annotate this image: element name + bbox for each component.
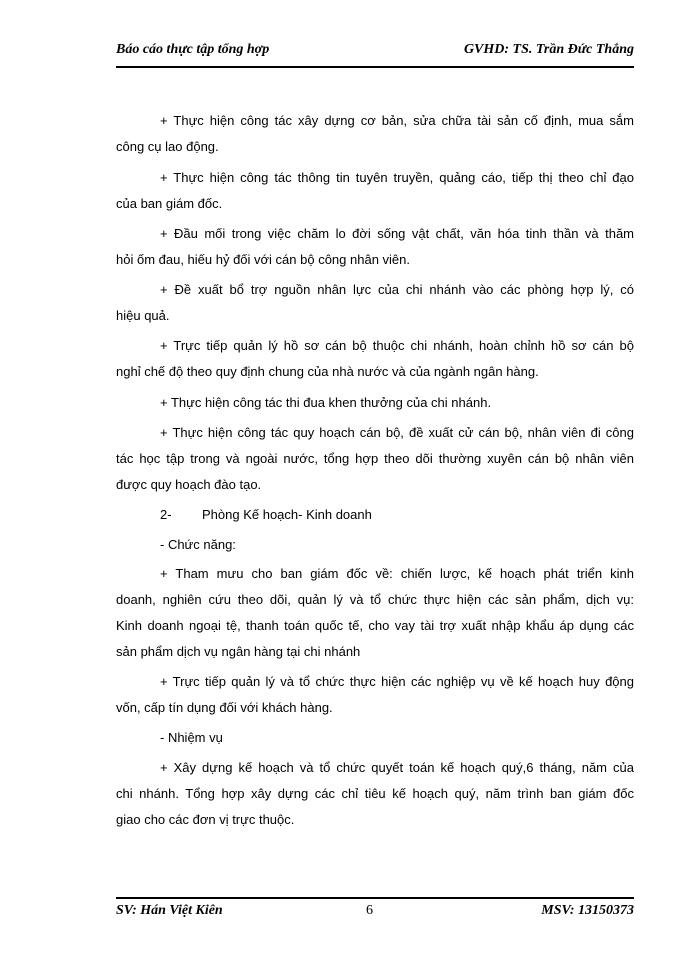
paragraph-line: hiệu quả.	[116, 308, 170, 323]
paragraph-line: + Xây dựng kế hoạch và tổ chức quyết toán kế hoạch quý,6 tháng, năm của	[160, 760, 634, 775]
section-number: 2-	[160, 507, 172, 522]
paragraph-line: của ban giám đốc.	[116, 196, 223, 211]
paragraph-line: + Trực tiếp quản lý và tổ chức thực hiện các nghiệp vụ về kế hoạch huy động	[160, 674, 634, 689]
paragraph-line: giao cho các đơn vị trực thuộc.	[116, 812, 295, 827]
paragraph-line: + Đầu mối trong việc chăm lo đời sống vật chất, văn hóa tinh thần và thăm	[160, 226, 634, 241]
paragraph-line: + Trực tiếp quản lý hồ sơ cán bộ thuộc chi nhánh, hoàn chỉnh hồ sơ cán bộ	[160, 338, 634, 353]
paragraph-line: công cụ lao động.	[116, 139, 219, 154]
footer-student-id: MSV: 13150373	[541, 903, 634, 918]
paragraph-line: doanh, nghiên cứu theo dõi, quản lý và tổ chức thực hiện các sản phẩm, dịch vụ:	[116, 592, 634, 607]
paragraph-line: + Thực hiện công tác xây dựng cơ bản, sửa chữa tài sản cố định, mua sắm	[160, 113, 634, 128]
paragraph-line: được quy hoạch đào tạo.	[116, 477, 262, 492]
header-report-title: Báo cáo thực tập tổng hợp	[116, 42, 270, 57]
page-number: 6	[366, 903, 373, 918]
paragraph-line: + Thực hiện công tác quy hoạch cán bộ, đề xuất cử cán bộ, nhân viên đi công	[160, 425, 634, 440]
paragraph-line: + Thực hiện công tác thi đua khen thưởng của chi nhánh.	[160, 395, 492, 410]
paragraph-line: hỏi ốm đau, hiếu hỷ đối với cán bộ công nhân viên.	[116, 252, 410, 267]
paragraph-line: + Thực hiện công tác thông tin tuyên truyền, quảng cáo, tiếp thị theo chỉ đạo	[160, 170, 634, 185]
page-footer	[116, 897, 634, 929]
paragraph-line: sản phẩm dịch vụ ngân hàng tại chi nhánh	[116, 644, 361, 659]
paragraph-line: chi nhánh. Tổng hợp xây dựng các chỉ tiêu kế hoạch quý, năm trình ban giám đốc	[116, 786, 634, 801]
page-header	[116, 38, 634, 68]
paragraph-line: tác học tập trong và ngoài nước, tổng hợp theo dõi thường xuyên cán bộ nhân viên	[116, 451, 634, 466]
subheading-duties: - Nhiệm vụ	[160, 730, 223, 745]
paragraph-line: Kinh doanh ngoại tệ, thanh toán quốc tế, cho vay tài trợ xuất nhập khẩu áp dụng các	[116, 618, 634, 633]
header-supervisor: GVHD: TS. Trần Đức Thắng	[463, 42, 634, 57]
paragraph-line: nghỉ chế độ theo quy định chung của nhà nước và của ngành ngân hàng.	[116, 364, 539, 379]
paragraph-line: vốn, cấp tín dụng đối với khách hàng.	[116, 700, 333, 715]
section-heading: Phòng Kế hoạch- Kinh doanh	[202, 507, 372, 522]
subheading-functions: - Chức năng:	[160, 537, 236, 552]
paragraph-line: + Tham mưu cho ban giám đốc về: chiến lược, kế hoạch phát triển kinh	[160, 566, 634, 581]
paragraph-line: + Đề xuất bổ trợ nguồn nhân lực của chi nhánh vào các phòng hợp lý, có	[160, 282, 634, 297]
footer-student-name: SV: Hán Việt Kiên	[116, 903, 223, 918]
